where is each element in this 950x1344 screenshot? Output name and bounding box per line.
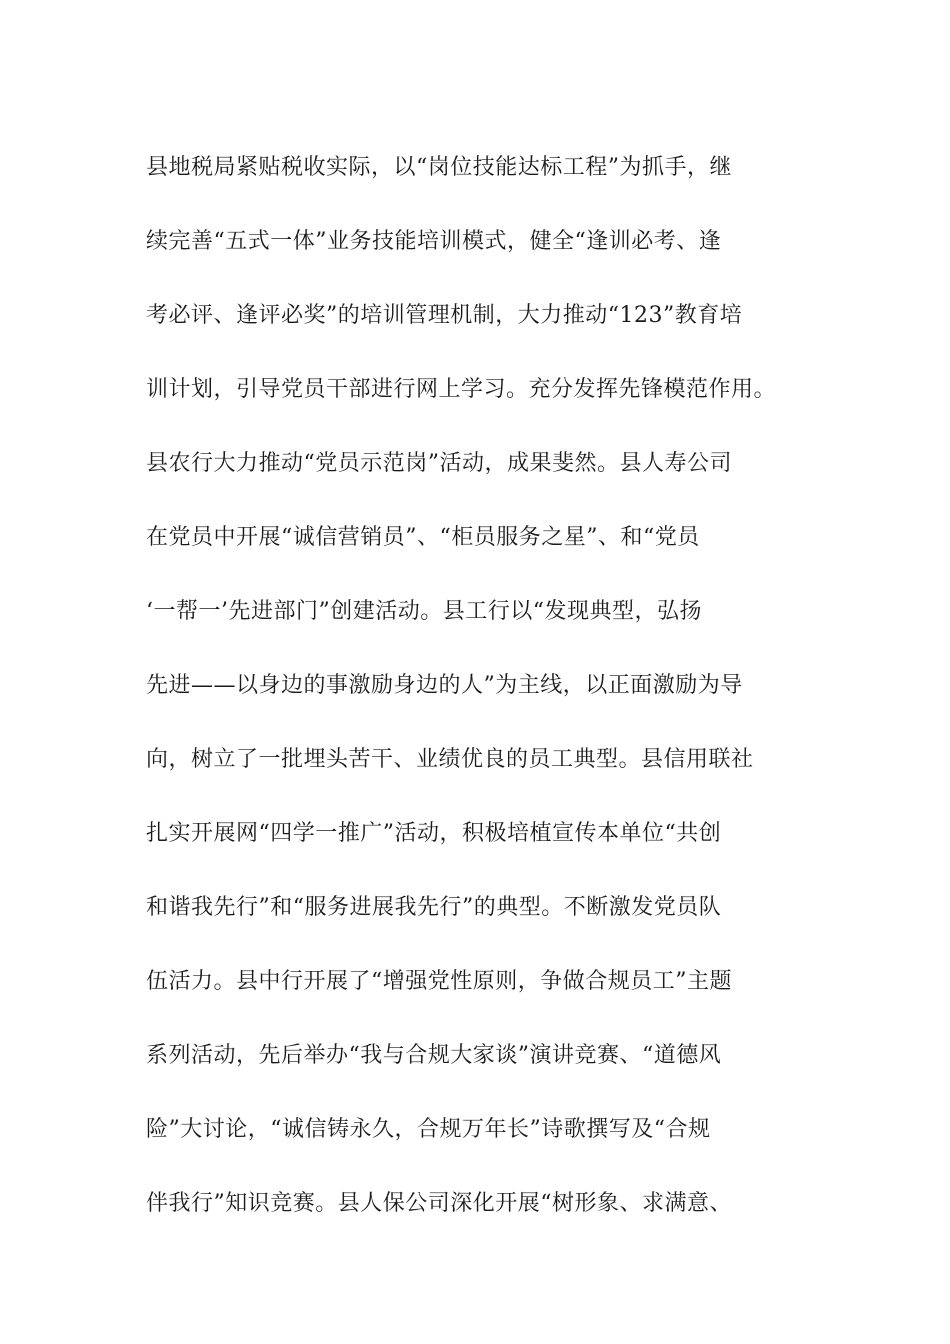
text-line: 伍活力。县中行开展了“增强党性原则，争做合规员工”主题 <box>146 969 732 994</box>
body-paragraph <box>146 131 816 1241</box>
text-line: 和谐我先行”和“服务进展我先行”的典型。不断激发党员队 <box>146 895 722 920</box>
text-line: 向，树立了一批埋头苦干、业绩优良的员工典型。县信用联社 <box>146 747 754 772</box>
text-line: 县农行大力推动“党员示范岗”活动，成果斐然。县人寿公司 <box>146 451 732 476</box>
text-line: 续完善“五式一体”业务技能培训模式，健全“逢训必考、逢 <box>146 229 722 254</box>
text-line: 伴我行”知识竞赛。县人保公司深化开展“树形象、求满意、 <box>146 1191 732 1216</box>
text-line: 先进——以身边的事激励身边的人”为主线，以正面激励为导 <box>146 673 743 698</box>
text-line: 县地税局紧贴税收实际，以“岗位技能达标工程”为抓手，继 <box>146 155 732 180</box>
text-line: 在党员中开展“诚信营销员”、“柜员服务之星”、和“党员 <box>146 525 700 550</box>
text-line: 险”大讨论，“诚信铸永久，合规万年长”诗歌撰写及“合规 <box>146 1117 711 1142</box>
text-line: 考必评、逢评必奖”的培训管理机制，大力推动“123”教育培 <box>146 303 743 328</box>
text-line: 训计划，引导党员干部进行网上学习。充分发挥先锋模范作用。 <box>146 377 777 402</box>
text-line: 系列活动，先后举办“我与合规大家谈”演讲竞赛、“道德风 <box>146 1043 722 1068</box>
text-line: 扎实开展网“四学一推广”活动，积极培植宣传本单位“共创 <box>146 821 722 846</box>
text-line: ‘一帮一’先进部门”创建活动。县工行以“发现典型，弘扬 <box>146 599 702 624</box>
